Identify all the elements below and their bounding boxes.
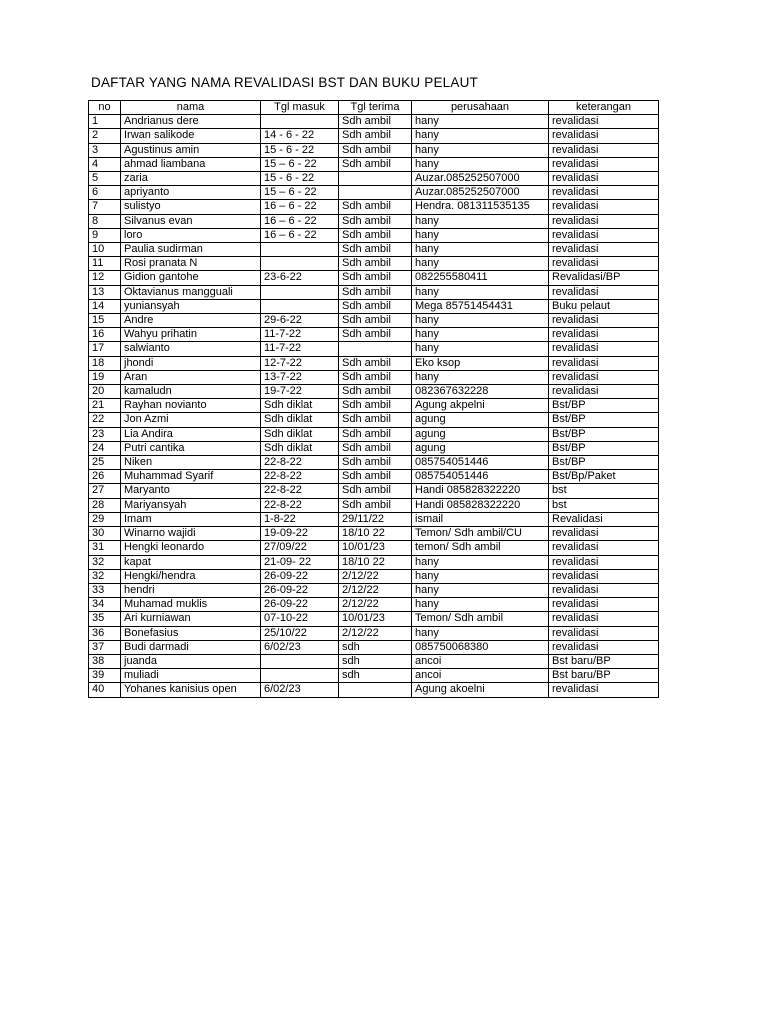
cell-perusahaan: hany: [412, 115, 549, 129]
cell-no: 14: [89, 299, 121, 313]
cell-tgl-masuk: 22-8-22: [261, 498, 339, 512]
cell-perusahaan: hany: [412, 157, 549, 171]
table-row: [89, 299, 659, 313]
cell-keterangan: Bst baru/BP: [549, 654, 659, 668]
table-row: [89, 243, 659, 257]
cell-keterangan: Bst/BP: [549, 441, 659, 455]
cell-perusahaan: 085754051446: [412, 456, 549, 470]
cell-no: 19: [89, 370, 121, 384]
cell-tgl-masuk: [261, 299, 339, 313]
cell-keterangan: revalidasi: [549, 172, 659, 186]
cell-name: Muhamad muklis: [121, 598, 261, 612]
cell-name: Wahyu prihatin: [121, 328, 261, 342]
cell-name: kamaludn: [121, 385, 261, 399]
cell-perusahaan: hany: [412, 328, 549, 342]
cell-name: Putri cantika: [121, 441, 261, 455]
cell-no: 35: [89, 612, 121, 626]
cell-tgl-terima: Sdh ambil: [339, 399, 412, 413]
cell-tgl-masuk: [261, 115, 339, 129]
cell-perusahaan: hany: [412, 342, 549, 356]
cell-perusahaan: Auzar.085252507000: [412, 172, 549, 186]
cell-name: sulistyo: [121, 200, 261, 214]
cell-tgl-terima: Sdh ambil: [339, 356, 412, 370]
cell-tgl-terima: 18/10 22: [339, 555, 412, 569]
cell-name: loro: [121, 228, 261, 242]
cell-name: Niken: [121, 456, 261, 470]
cell-name: zaria: [121, 172, 261, 186]
registry-table: [88, 100, 659, 698]
cell-name: Silvanus evan: [121, 214, 261, 228]
cell-name: Andre: [121, 314, 261, 328]
cell-tgl-terima: Sdh ambil: [339, 441, 412, 455]
cell-name: Andrianus dere: [121, 115, 261, 129]
cell-no: 26: [89, 470, 121, 484]
table-row: [89, 186, 659, 200]
cell-tgl-masuk: 22-8-22: [261, 484, 339, 498]
cell-keterangan: revalidasi: [549, 328, 659, 342]
cell-keterangan: revalidasi: [549, 583, 659, 597]
cell-tgl-terima: sdh: [339, 640, 412, 654]
header-nama: nama: [121, 101, 261, 115]
cell-keterangan: revalidasi: [549, 129, 659, 143]
cell-name: muliadi: [121, 669, 261, 683]
cell-name: Agustinus amin: [121, 143, 261, 157]
table-row: [89, 640, 659, 654]
cell-tgl-terima: 10/01/23: [339, 612, 412, 626]
cell-no: 30: [89, 527, 121, 541]
table-row: [89, 228, 659, 242]
cell-tgl-masuk: [261, 257, 339, 271]
cell-perusahaan: hany: [412, 129, 549, 143]
cell-no: 7: [89, 200, 121, 214]
table-row: [89, 683, 659, 697]
cell-name: Hengki/hendra: [121, 569, 261, 583]
table-row: [89, 328, 659, 342]
cell-perusahaan: Mega 85751454431: [412, 299, 549, 313]
cell-no: 32: [89, 569, 121, 583]
cell-perusahaan: Temon/ Sdh ambil: [412, 612, 549, 626]
table-row: [89, 214, 659, 228]
cell-name: kapat: [121, 555, 261, 569]
cell-keterangan: revalidasi: [549, 640, 659, 654]
table-row: [89, 271, 659, 285]
table-row: [89, 456, 659, 470]
cell-tgl-terima: 18/10 22: [339, 527, 412, 541]
cell-no: 31: [89, 541, 121, 555]
cell-name: Lia Andira: [121, 427, 261, 441]
cell-keterangan: revalidasi: [549, 598, 659, 612]
cell-keterangan: Bst/Bp/Paket: [549, 470, 659, 484]
cell-perusahaan: Temon/ Sdh ambil/CU: [412, 527, 549, 541]
cell-tgl-masuk: [261, 243, 339, 257]
cell-tgl-terima: Sdh ambil: [339, 143, 412, 157]
cell-name: Hengki leonardo: [121, 541, 261, 555]
cell-name: Winarno wajidi: [121, 527, 261, 541]
cell-keterangan: bst: [549, 484, 659, 498]
cell-tgl-masuk: Sdh diklat: [261, 427, 339, 441]
cell-perusahaan: 085754051446: [412, 470, 549, 484]
cell-name: salwianto: [121, 342, 261, 356]
cell-perusahaan: agung: [412, 441, 549, 455]
table-row: [89, 285, 659, 299]
cell-tgl-masuk: 11-7-22: [261, 342, 339, 356]
cell-no: 17: [89, 342, 121, 356]
cell-no: 22: [89, 413, 121, 427]
table-header: [89, 101, 659, 115]
cell-keterangan: Bst/BP: [549, 427, 659, 441]
cell-keterangan: Revalidasi: [549, 512, 659, 526]
cell-name: hendri: [121, 583, 261, 597]
cell-tgl-terima: 10/01/23: [339, 541, 412, 555]
cell-keterangan: revalidasi: [549, 527, 659, 541]
cell-keterangan: revalidasi: [549, 569, 659, 583]
cell-perusahaan: hany: [412, 583, 549, 597]
cell-tgl-masuk: 22-8-22: [261, 456, 339, 470]
cell-perusahaan: ancoi: [412, 669, 549, 683]
cell-perusahaan: hany: [412, 314, 549, 328]
cell-tgl-terima: Sdh ambil: [339, 314, 412, 328]
cell-name: apriyanto: [121, 186, 261, 200]
cell-no: 2: [89, 129, 121, 143]
cell-tgl-terima: 29/11/22: [339, 512, 412, 526]
cell-tgl-masuk: [261, 285, 339, 299]
cell-tgl-terima: Sdh ambil: [339, 413, 412, 427]
cell-tgl-terima: Sdh ambil: [339, 385, 412, 399]
cell-tgl-masuk: 22-8-22: [261, 470, 339, 484]
cell-perusahaan: hany: [412, 143, 549, 157]
cell-keterangan: revalidasi: [549, 257, 659, 271]
cell-no: 33: [89, 583, 121, 597]
cell-perusahaan: hany: [412, 257, 549, 271]
cell-name: yuniansyah: [121, 299, 261, 313]
cell-tgl-masuk: 26-09-22: [261, 569, 339, 583]
cell-no: 10: [89, 243, 121, 257]
cell-name: Budi darmadi: [121, 640, 261, 654]
table-row: [89, 569, 659, 583]
cell-tgl-terima: Sdh ambil: [339, 370, 412, 384]
cell-tgl-terima: sdh: [339, 654, 412, 668]
cell-tgl-masuk: 15 – 6 - 22: [261, 186, 339, 200]
header-row: [89, 101, 659, 115]
cell-keterangan: revalidasi: [549, 243, 659, 257]
table-row: [89, 413, 659, 427]
cell-tgl-terima: Sdh ambil: [339, 129, 412, 143]
cell-keterangan: revalidasi: [549, 612, 659, 626]
cell-no: 27: [89, 484, 121, 498]
cell-perusahaan: hany: [412, 626, 549, 640]
cell-no: 32: [89, 555, 121, 569]
cell-keterangan: revalidasi: [549, 683, 659, 697]
cell-tgl-terima: Sdh ambil: [339, 328, 412, 342]
cell-tgl-masuk: 27/09/22: [261, 541, 339, 555]
table-row: [89, 427, 659, 441]
cell-tgl-terima: 2/12/22: [339, 569, 412, 583]
cell-keterangan: Revalidasi/BP: [549, 271, 659, 285]
cell-name: Rosi pranata N: [121, 257, 261, 271]
cell-no: 13: [89, 285, 121, 299]
table-row: [89, 470, 659, 484]
cell-tgl-terima: Sdh ambil: [339, 427, 412, 441]
cell-tgl-terima: Sdh ambil: [339, 200, 412, 214]
cell-no: 3: [89, 143, 121, 157]
cell-name: Muhammad Syarif: [121, 470, 261, 484]
cell-name: Yohanes kanisius open: [121, 683, 261, 697]
cell-tgl-masuk: 6/02/23: [261, 683, 339, 697]
header-keterangan: keterangan: [549, 101, 659, 115]
table-row: [89, 598, 659, 612]
table-row: [89, 356, 659, 370]
cell-perusahaan: hany: [412, 214, 549, 228]
cell-tgl-masuk: Sdh diklat: [261, 441, 339, 455]
cell-tgl-masuk: 13-7-22: [261, 370, 339, 384]
table-row: [89, 626, 659, 640]
table-row: [89, 129, 659, 143]
cell-perusahaan: 085750068380: [412, 640, 549, 654]
cell-tgl-masuk: 29-6-22: [261, 314, 339, 328]
cell-tgl-masuk: 21-09- 22: [261, 555, 339, 569]
cell-perusahaan: Hendra. 081311535135: [412, 200, 549, 214]
cell-perusahaan: hany: [412, 569, 549, 583]
cell-tgl-terima: Sdh ambil: [339, 228, 412, 242]
cell-perusahaan: hany: [412, 228, 549, 242]
cell-tgl-masuk: 16 – 6 - 22: [261, 214, 339, 228]
cell-tgl-masuk: 23-6-22: [261, 271, 339, 285]
cell-keterangan: Bst baru/BP: [549, 669, 659, 683]
cell-keterangan: revalidasi: [549, 626, 659, 640]
cell-tgl-masuk: 07-10-22: [261, 612, 339, 626]
cell-tgl-terima: Sdh ambil: [339, 484, 412, 498]
cell-no: 1: [89, 115, 121, 129]
cell-tgl-terima: 2/12/22: [339, 626, 412, 640]
table-row: [89, 583, 659, 597]
cell-keterangan: Buku pelaut: [549, 299, 659, 313]
cell-tgl-terima: Sdh ambil: [339, 257, 412, 271]
cell-keterangan: revalidasi: [549, 385, 659, 399]
table-row: [89, 342, 659, 356]
cell-no: 20: [89, 385, 121, 399]
cell-perusahaan: Handi 085828322220: [412, 498, 549, 512]
cell-tgl-masuk: 15 - 6 - 22: [261, 172, 339, 186]
cell-no: 24: [89, 441, 121, 455]
cell-tgl-masuk: [261, 654, 339, 668]
cell-no: 25: [89, 456, 121, 470]
cell-no: 16: [89, 328, 121, 342]
header-no: no: [89, 101, 121, 115]
cell-no: 8: [89, 214, 121, 228]
cell-tgl-masuk: 19-09-22: [261, 527, 339, 541]
cell-tgl-masuk: 11-7-22: [261, 328, 339, 342]
cell-keterangan: revalidasi: [549, 115, 659, 129]
cell-no: 18: [89, 356, 121, 370]
cell-perusahaan: 082255580411: [412, 271, 549, 285]
table-row: [89, 115, 659, 129]
cell-tgl-terima: Sdh ambil: [339, 470, 412, 484]
table-row: [89, 669, 659, 683]
table-row: [89, 314, 659, 328]
cell-keterangan: revalidasi: [549, 186, 659, 200]
cell-tgl-terima: Sdh ambil: [339, 157, 412, 171]
cell-no: 11: [89, 257, 121, 271]
cell-no: 39: [89, 669, 121, 683]
cell-tgl-masuk: 6/02/23: [261, 640, 339, 654]
cell-name: jhondi: [121, 356, 261, 370]
table-row: [89, 257, 659, 271]
cell-tgl-masuk: Sdh diklat: [261, 399, 339, 413]
cell-keterangan: revalidasi: [549, 157, 659, 171]
table-body: [89, 115, 659, 697]
cell-tgl-terima: [339, 683, 412, 697]
cell-keterangan: revalidasi: [549, 342, 659, 356]
cell-tgl-terima: Sdh ambil: [339, 285, 412, 299]
cell-no: 28: [89, 498, 121, 512]
cell-keterangan: revalidasi: [549, 356, 659, 370]
cell-keterangan: revalidasi: [549, 228, 659, 242]
table-row: [89, 527, 659, 541]
cell-name: Imam: [121, 512, 261, 526]
table-row: [89, 441, 659, 455]
cell-name: juanda: [121, 654, 261, 668]
cell-perusahaan: ancoi: [412, 654, 549, 668]
cell-perusahaan: agung: [412, 413, 549, 427]
cell-tgl-masuk: [261, 669, 339, 683]
cell-keterangan: revalidasi: [549, 314, 659, 328]
cell-keterangan: Bst/BP: [549, 399, 659, 413]
cell-tgl-masuk: 16 – 6 - 22: [261, 228, 339, 242]
cell-name: Jon Azmi: [121, 413, 261, 427]
cell-keterangan: revalidasi: [549, 555, 659, 569]
cell-tgl-masuk: 15 – 6 - 22: [261, 157, 339, 171]
table-row: [89, 498, 659, 512]
cell-name: Oktavianus mangguali: [121, 285, 261, 299]
cell-tgl-terima: Sdh ambil: [339, 243, 412, 257]
header-tgl-masuk: Tgl masuk: [261, 101, 339, 115]
cell-tgl-terima: sdh: [339, 669, 412, 683]
cell-no: 12: [89, 271, 121, 285]
cell-tgl-terima: [339, 186, 412, 200]
cell-tgl-terima: 2/12/22: [339, 583, 412, 597]
table-row: [89, 157, 659, 171]
page-title: DAFTAR YANG NAMA REVALIDASI BST DAN BUKU PELAUT: [91, 75, 478, 90]
cell-tgl-masuk: 25/10/22: [261, 626, 339, 640]
table-row: [89, 172, 659, 186]
table-row: [89, 200, 659, 214]
cell-perusahaan: agung: [412, 427, 549, 441]
cell-no: 15: [89, 314, 121, 328]
table-row: [89, 143, 659, 157]
table-row: [89, 654, 659, 668]
cell-tgl-terima: [339, 342, 412, 356]
cell-keterangan: revalidasi: [549, 200, 659, 214]
cell-perusahaan: hany: [412, 285, 549, 299]
cell-no: 36: [89, 626, 121, 640]
cell-tgl-masuk: 26-09-22: [261, 583, 339, 597]
cell-perusahaan: hany: [412, 555, 549, 569]
cell-tgl-masuk: 16 – 6 - 22: [261, 200, 339, 214]
cell-perusahaan: 082367632228: [412, 385, 549, 399]
cell-perusahaan: ismail: [412, 512, 549, 526]
cell-no: 4: [89, 157, 121, 171]
table-row: [89, 512, 659, 526]
cell-perusahaan: temon/ Sdh ambil: [412, 541, 549, 555]
cell-no: 6: [89, 186, 121, 200]
table-row: [89, 399, 659, 413]
cell-no: 29: [89, 512, 121, 526]
header-tgl-terima: Tgl terima: [339, 101, 412, 115]
cell-no: 23: [89, 427, 121, 441]
cell-no: 9: [89, 228, 121, 242]
cell-keterangan: bst: [549, 498, 659, 512]
cell-tgl-terima: Sdh ambil: [339, 498, 412, 512]
table-row: [89, 555, 659, 569]
cell-tgl-masuk: 14 - 6 - 22: [261, 129, 339, 143]
cell-keterangan: revalidasi: [549, 285, 659, 299]
cell-tgl-masuk: 26-09-22: [261, 598, 339, 612]
cell-tgl-terima: Sdh ambil: [339, 271, 412, 285]
table-row: [89, 484, 659, 498]
cell-keterangan: Bst/BP: [549, 413, 659, 427]
cell-tgl-terima: Sdh ambil: [339, 299, 412, 313]
cell-perusahaan: hany: [412, 370, 549, 384]
cell-name: Paulia sudirman: [121, 243, 261, 257]
cell-tgl-masuk: 15 - 6 - 22: [261, 143, 339, 157]
cell-perusahaan: Handi 085828322220: [412, 484, 549, 498]
cell-no: 37: [89, 640, 121, 654]
cell-name: ahmad liambana: [121, 157, 261, 171]
cell-perusahaan: Agung akpelni: [412, 399, 549, 413]
cell-no: 40: [89, 683, 121, 697]
table-row: [89, 541, 659, 555]
cell-tgl-terima: 2/12/22: [339, 598, 412, 612]
header-perusahaan: perusahaan: [412, 101, 549, 115]
cell-tgl-masuk: 12-7-22: [261, 356, 339, 370]
cell-name: Maryanto: [121, 484, 261, 498]
cell-no: 21: [89, 399, 121, 413]
cell-keterangan: revalidasi: [549, 143, 659, 157]
cell-tgl-masuk: 19-7-22: [261, 385, 339, 399]
cell-tgl-terima: Sdh ambil: [339, 115, 412, 129]
cell-perusahaan: Agung akoelni: [412, 683, 549, 697]
cell-tgl-masuk: Sdh diklat: [261, 413, 339, 427]
cell-keterangan: Bst/BP: [549, 456, 659, 470]
cell-name: Aran: [121, 370, 261, 384]
cell-perusahaan: hany: [412, 243, 549, 257]
cell-tgl-terima: Sdh ambil: [339, 214, 412, 228]
cell-tgl-terima: [339, 172, 412, 186]
cell-perusahaan: Eko ksop: [412, 356, 549, 370]
cell-perusahaan: Auzar.085252507000: [412, 186, 549, 200]
cell-name: Ari kurniawan: [121, 612, 261, 626]
cell-no: 5: [89, 172, 121, 186]
cell-no: 38: [89, 654, 121, 668]
cell-name: Rayhan novianto: [121, 399, 261, 413]
cell-keterangan: revalidasi: [549, 214, 659, 228]
cell-name: Mariyansyah: [121, 498, 261, 512]
cell-no: 34: [89, 598, 121, 612]
cell-name: Bonefasius: [121, 626, 261, 640]
table-row: [89, 385, 659, 399]
cell-tgl-masuk: 1-8-22: [261, 512, 339, 526]
cell-name: Gidion gantohe: [121, 271, 261, 285]
table-row: [89, 370, 659, 384]
table-row: [89, 612, 659, 626]
cell-name: Irwan salikode: [121, 129, 261, 143]
cell-perusahaan: hany: [412, 598, 549, 612]
cell-keterangan: revalidasi: [549, 541, 659, 555]
cell-tgl-terima: Sdh ambil: [339, 456, 412, 470]
cell-keterangan: revalidasi: [549, 370, 659, 384]
